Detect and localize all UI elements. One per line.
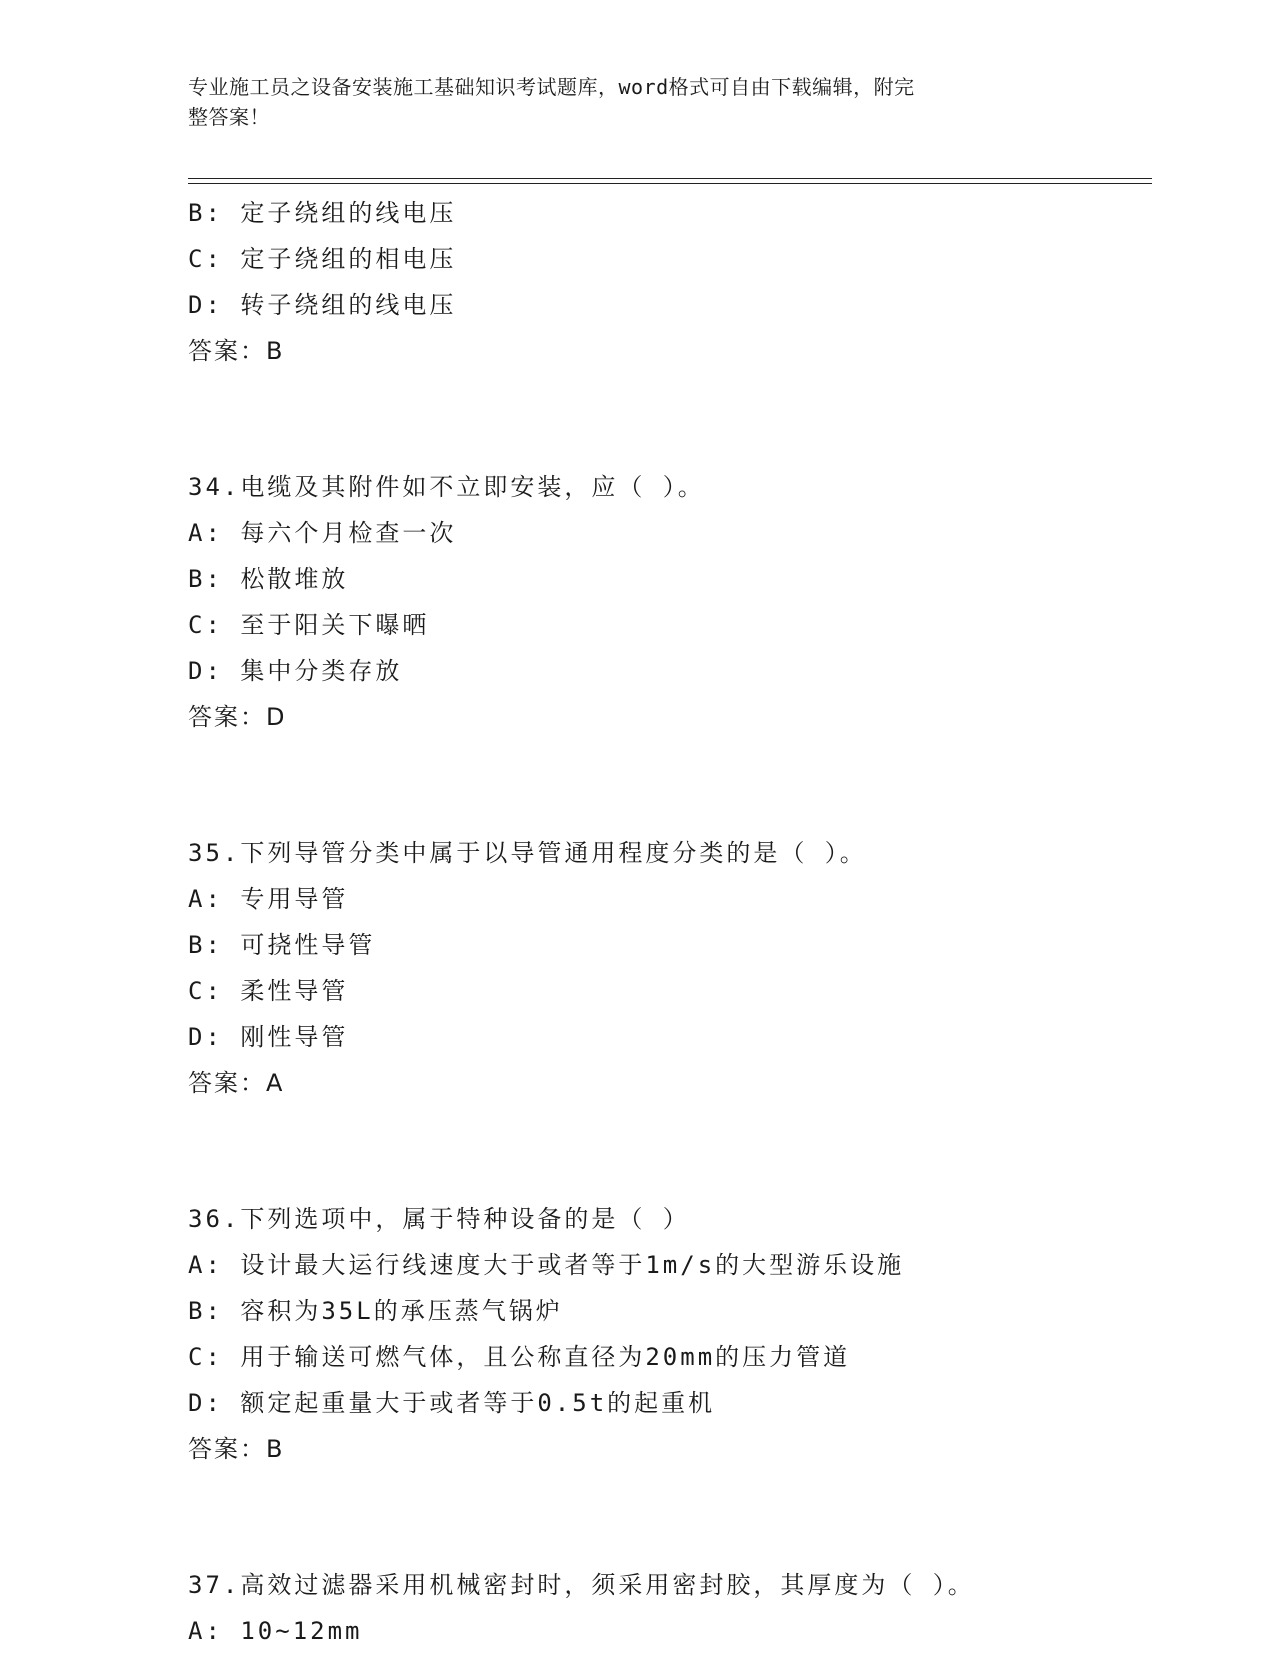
option-a: A: 10~12mm (188, 1617, 363, 1645)
header-divider-top (188, 178, 1152, 179)
question-list (188, 190, 1152, 1654)
option-d: D: 集中分类存放 (188, 657, 403, 685)
question-34 (188, 464, 1152, 740)
option-a: A: 每六个月检查一次 (188, 519, 457, 547)
question-stem: 34.电缆及其附件如不立即安装，应（ ）。 (188, 473, 705, 501)
option-c: C: 用于输送可燃气体，且公称直径为20mm的压力管道 (188, 1343, 851, 1371)
option-d: D: 刚性导管 (188, 1023, 349, 1051)
question-fragment (188, 190, 1152, 374)
option-c: C: 柔性导管 (188, 977, 349, 1005)
answer-line: 答案：A (188, 1069, 285, 1097)
question-stem: 35.下列导管分类中属于以导管通用程度分类的是（ ）。 (188, 839, 867, 867)
option-a: A: 设计最大运行线速度大于或者等于1m/s的大型游乐设施 (188, 1251, 905, 1279)
option-d: D: 额定起重量大于或者等于0.5t的起重机 (188, 1389, 716, 1417)
header-line-2: 整答案！ (188, 105, 270, 129)
answer-line: 答案：B (188, 1435, 285, 1463)
option-b: B: 松散堆放 (188, 565, 349, 593)
question-stem: 36.下列选项中，属于特种设备的是（ ） (188, 1205, 690, 1233)
option-b: B: 容积为35L的承压蒸气锅炉 (188, 1297, 563, 1325)
question-37 (188, 1562, 1152, 1654)
option-b: B: 可挠性导管 (188, 931, 376, 959)
page-header (188, 72, 1088, 132)
option-b: B: 定子绕组的线电压 (188, 199, 457, 227)
option-d: D: 转子绕组的线电压 (188, 291, 457, 319)
option-c: C: 定子绕组的相电压 (188, 245, 457, 273)
answer-line: 答案：D (188, 703, 287, 731)
answer-line: 答案：B (188, 337, 285, 365)
header-divider-bottom (188, 183, 1152, 184)
option-a: A: 专用导管 (188, 885, 349, 913)
option-c: C: 至于阳关下曝晒 (188, 611, 430, 639)
question-36 (188, 1196, 1152, 1472)
header-line-1: 专业施工员之设备安装施工基础知识考试题库，word格式可自由下载编辑，附完 (188, 75, 915, 99)
question-35 (188, 830, 1152, 1106)
question-stem: 37.高效过滤器采用机械密封时，须采用密封胶，其厚度为（ ）。 (188, 1571, 975, 1599)
